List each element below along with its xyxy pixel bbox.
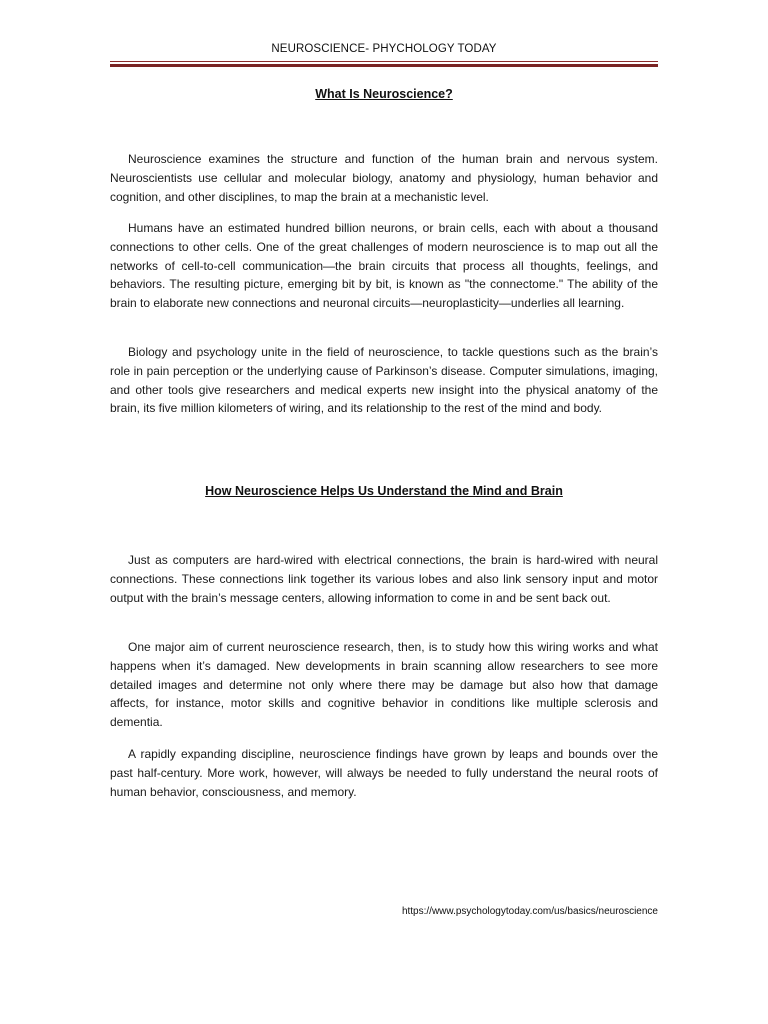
paragraph: Just as computers are hard-wired with electrical connections, the brain is hard-wired with neural connections. These connections link together its various lobes and also link sensory input and motor output with the brain’s message centers, allowing information to come in and be sent back out. (110, 553, 658, 605)
paragraph: One major aim of current neuroscience research, then, is to study how this wiring works and what happens when it’s damaged. New developments in brain scanning allow researchers to see more detailed images and determine not only where there may be damage but also how that damage affects, for instance, motor skills and cognitive behavior in conditions like multiple sclerosis and dementia. (110, 640, 658, 730)
header-rule-thick (110, 64, 658, 67)
paragraph: Biology and psychology unite in the field of neuroscience, to tackle questions such as the brain’s role in pain perception or the underlying cause of Parkinson’s disease. Computer simulations, imaging, and other tools give researchers and medical experts new insight into the physical anatomy of the brain, its five million kilometers of wiring, and its relationship to the rest of the mind and body. (110, 345, 658, 416)
paragraph: Humans have an estimated hundred billion neurons, or brain cells, each with about a thousand connections to other cells. One of the great challenges of modern neuroscience is to map out all the networks of cell-to-cell communication—the brain circuits that process all thoughts, feelings, and behaviors. The resulting picture, emerging bit by bit, is known as "the connectome." The ability of the brain to elaborate new connections and neuronal circuits—neuroplasticity—underlies all learning. (110, 221, 658, 311)
section-heading-what-is-neuroscience: What Is Neuroscience? (315, 87, 453, 101)
section-heading-how-neuroscience-helps: How Neuroscience Helps Us Understand the Mind and Brain (205, 484, 563, 498)
paragraph: Neuroscience examines the structure and function of the human brain and nervous system. Neuroscientists use cellular and molecular biology, anatomy and physiology, human behavior and cognition, and other disciplines, to map the brain at a mechanistic level. (110, 152, 658, 204)
header-rule-thin (110, 61, 658, 62)
page-header: NEUROSCIENCE- PHYCHOLOGY TODAY (271, 43, 497, 55)
source-url: https://www.psychologytoday.com/us/basics/neuroscience (401, 906, 658, 917)
paragraph: A rapidly expanding discipline, neuroscience findings have grown by leaps and bounds over the past half-century. More work, however, will always be needed to fully understand the neural roots of human behavior, consciousness, and memory. (110, 747, 658, 799)
